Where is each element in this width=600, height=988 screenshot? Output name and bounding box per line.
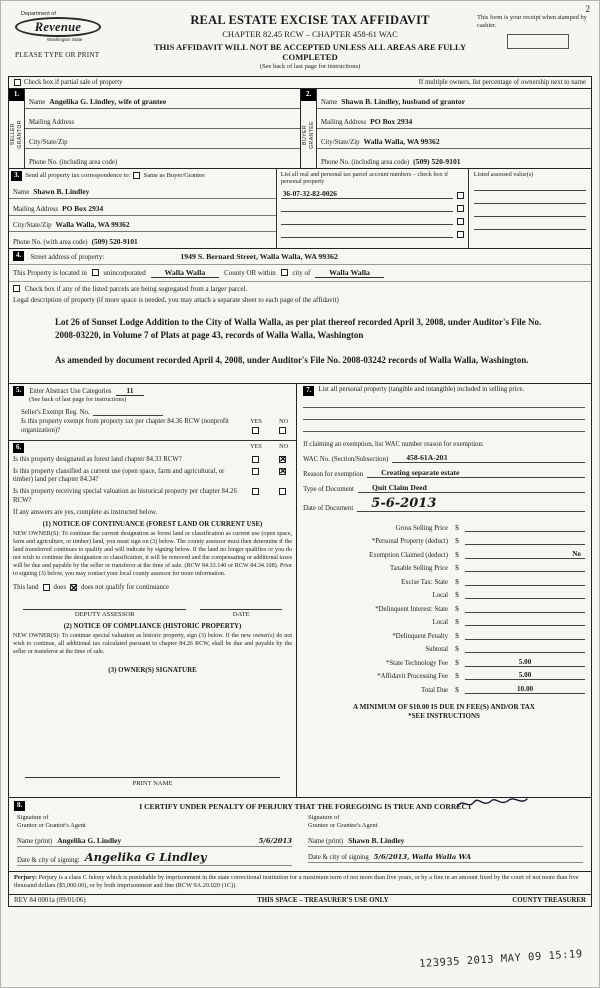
- no-header: NO: [279, 418, 289, 426]
- dollar-sign: $: [455, 644, 459, 654]
- yes-header: YES: [250, 418, 262, 426]
- this-land-label: This land: [13, 584, 39, 592]
- fee-value-line[interactable]: [465, 644, 585, 653]
- document-date-line[interactable]: [357, 497, 585, 512]
- grantee-date-city-row[interactable]: [308, 850, 583, 863]
- correspondence-mailing-field[interactable]: [9, 199, 276, 216]
- fee-row: [303, 613, 585, 627]
- cashier-stamp-box: [507, 34, 569, 49]
- form-title: REAL ESTATE EXCISE TAX AFFIDAVIT: [190, 13, 430, 27]
- correspondence-city-field[interactable]: [9, 216, 276, 233]
- revenue-logo: [15, 17, 101, 37]
- section-3-badge: 3.: [11, 171, 22, 181]
- section-2-badge: 2.: [301, 89, 316, 101]
- document-type-label: Type of Document: [303, 486, 354, 494]
- seller-word: SELLER: [10, 123, 17, 146]
- notice-1-body: NEW OWNER(S): To continue the current designation as forest land or classification as current use (open space, farm and agriculture, or timber) land, you must sign on (3) below. The county assessor must then determine if the land transferred continues to qualify and will indicate by signing below. If the land no longer qualifies or you do not wish to continue the designation or classification, it will be removed and the compensating or additional taxes will be due and payable by the seller or transferor at the time of sale. (RCW 84.33.140 or RCW 84.34.108). Prior to signing (3) below, you may contact your local county assessor for more information.: [13, 530, 293, 578]
- document-date-label: Date of Document: [303, 505, 354, 513]
- form-revision-number: REV 84 0001a (09/01/06): [14, 896, 86, 904]
- section-2-buyer-grantee: [300, 89, 591, 168]
- buyer-city-label: City/State/Zip: [321, 139, 360, 146]
- forest-land-question: Is this property designated as forest land chapter 84.33 RCW?: [13, 455, 182, 463]
- section-4-property-location: [9, 249, 591, 384]
- page-number: 2: [585, 4, 590, 14]
- perjury-label: Perjury:: [14, 873, 38, 881]
- section-4-badge: 4.: [13, 251, 24, 261]
- personal-property-header: [303, 386, 585, 396]
- dollar-sign: $: [455, 590, 459, 600]
- reason-value[interactable]: Creating separate estate: [367, 468, 585, 478]
- section-8-badge: 8.: [14, 801, 25, 811]
- parcel-number-value[interactable]: [281, 237, 453, 238]
- assessed-value-line[interactable]: [474, 191, 586, 204]
- grantee-signature-scribble: [455, 795, 529, 813]
- assessed-values-column: [469, 169, 591, 248]
- correspondence-name-value: Shawn B. Lindley: [33, 186, 90, 196]
- grantee-word: GRANTEE: [308, 120, 315, 149]
- grantor-agent-label: Grantor or Grantor's Agent: [17, 822, 86, 830]
- continuance-does-not-checkbox[interactable]: [70, 584, 77, 591]
- fee-value-line[interactable]: [465, 604, 585, 613]
- correspondence-name-field[interactable]: [9, 182, 276, 199]
- county-treasurer-label: COUNTY TREASURER: [512, 896, 586, 904]
- logo-block: [15, 11, 143, 70]
- fee-label: *Delinquent Penalty: [392, 632, 449, 640]
- dollar-sign: $: [455, 630, 459, 640]
- buyer-name-field[interactable]: [317, 89, 591, 109]
- buyer-name-value: Shawn B. Lindley, husband of grantor: [341, 97, 466, 106]
- personal-property-line[interactable]: [303, 420, 585, 432]
- fee-value-line[interactable]: [465, 590, 585, 599]
- signature-columns: [9, 812, 591, 871]
- forest-yes-checkbox[interactable]: [252, 456, 259, 463]
- personal-property-line[interactable]: [303, 396, 585, 408]
- fee-value-line[interactable]: [465, 563, 585, 572]
- unincorporated-checkbox[interactable]: [92, 269, 99, 276]
- grantor-date-handwritten: 5/6/2013: [258, 836, 292, 845]
- fee-label: *Personal Property (deduct): [371, 538, 449, 546]
- parcel-row: [281, 199, 464, 212]
- grantee-date-city-label: Date & city of signing: [308, 853, 369, 861]
- fee-label: Taxable Selling Price: [390, 565, 449, 573]
- see-back-note: (See back of last page for instructions): [259, 63, 361, 70]
- exempt-reg-row: [21, 408, 292, 416]
- county-value: Walla Walla: [151, 268, 220, 278]
- please-type-label: PLEASE TYPE OR PRINT: [15, 51, 100, 59]
- parcel-1-personal-checkbox[interactable]: [457, 192, 464, 199]
- left-column: [9, 384, 297, 797]
- buyer-phone-label: Phone No. (including area code): [321, 159, 410, 166]
- yes-header: YES: [250, 442, 262, 450]
- receipt-block: [477, 11, 589, 70]
- buyer-phone-field[interactable]: [317, 149, 591, 168]
- segregated-row: [9, 282, 591, 294]
- certify-statement: I CERTIFY UNDER PENALTY OF PERJURY THAT THE FOREGOING IS TRUE AND CORRECT: [139, 801, 473, 811]
- exempt-reg-line[interactable]: [93, 408, 163, 416]
- seller-city-label: City/State/Zip: [29, 139, 68, 146]
- nonprofit-no-checkbox[interactable]: [279, 427, 286, 434]
- grantor-name-label: Name (print): [17, 837, 53, 845]
- buyer-city-field[interactable]: [317, 129, 591, 149]
- personal-property-line[interactable]: [303, 408, 585, 420]
- located-in-row: [9, 265, 591, 282]
- grantee-name-row[interactable]: [308, 834, 583, 847]
- historic-yes-checkbox[interactable]: [252, 488, 259, 495]
- dollar-sign: $: [455, 563, 459, 573]
- print-name-line[interactable]: PRINT NAME: [25, 777, 280, 787]
- assessor-date-line[interactable]: DATE: [200, 609, 282, 618]
- legal-description-label: Legal description of property (if more space is needed, you may attach a separate sheet to each page of the affidavit): [13, 296, 339, 304]
- nonprofit-question-row: [13, 418, 292, 436]
- seller-fields: [25, 89, 300, 168]
- seller-vertical-label: [9, 101, 24, 168]
- dollar-sign: $: [455, 576, 459, 586]
- buyer-mailing-label: Mailing Address: [321, 119, 367, 126]
- grantor-name-value: Angelika G. Lindley: [57, 835, 122, 845]
- fee-row: [303, 545, 585, 559]
- perjury-statement: [9, 872, 591, 895]
- fee-value-line[interactable]: 10.00: [465, 685, 585, 694]
- logo-revenue-text: Revenue: [34, 19, 82, 34]
- fee-row: [303, 667, 585, 681]
- county-or-label: County OR within: [224, 269, 276, 277]
- grantee-signature-of-label: Signature of: [308, 814, 340, 822]
- parcel-2-personal-checkbox[interactable]: [457, 205, 464, 212]
- personal-property-label: List all personal property (tangible and intangible) included in selling price.: [318, 386, 525, 394]
- dollar-sign: $: [455, 671, 459, 681]
- legal-description-paragraph-2: As amended by document recorded April 4, 2008, under Auditor's File No. 2008-03242 records of Walla Walla, Washington.: [55, 355, 529, 366]
- section-6-land-classification: [9, 441, 296, 797]
- chapter-subtitle: CHAPTER 82.45 RCW – CHAPTER 458-61 WAC: [222, 29, 398, 39]
- seller-phone-field[interactable]: [25, 149, 300, 168]
- fee-row: [303, 626, 585, 640]
- buyer-mailing-field[interactable]: [317, 109, 591, 129]
- wac-label: WAC No. (Section/Subsection): [303, 456, 389, 464]
- does-not-label: does not qualify for continuance: [80, 584, 169, 592]
- seller-mailing-label: Mailing Address: [29, 119, 75, 126]
- abstract-use-label: Enter Abstract Use Categories: [29, 387, 112, 395]
- parcel-numbers-column: [277, 169, 469, 248]
- right-column: [297, 384, 591, 797]
- grantor-date-city-row[interactable]: [17, 850, 292, 866]
- cashier-date-stamp: 123935 2013 MAY 09 15:19: [419, 948, 584, 970]
- fee-value-line[interactable]: [465, 536, 585, 545]
- abstract-use-row: [13, 386, 292, 396]
- seller-city-field[interactable]: [25, 129, 300, 149]
- section-6-header: [13, 443, 292, 453]
- fee-label: Excise Tax: State: [401, 578, 449, 586]
- dollar-sign: $: [455, 617, 459, 627]
- section-5-badge: 5.: [13, 386, 24, 396]
- city-value: Walla Walla: [315, 268, 384, 278]
- parcel-number-value[interactable]: [281, 224, 453, 225]
- fee-label: *Affidavit Processing Fee: [377, 673, 449, 681]
- reason-label: Reason for exemption: [303, 471, 364, 479]
- grantee-signature-block: [300, 814, 591, 866]
- continuance-row: [13, 584, 292, 591]
- document-date-value: 5-6-2013: [371, 496, 437, 512]
- grantor-signature-handwritten: Angelika G Lindley: [84, 849, 207, 864]
- certify-row: [9, 798, 591, 812]
- see-back-note-2: (See back of last page for instructions): [29, 396, 127, 404]
- fee-row: [303, 532, 585, 546]
- grantor-signature-block: [9, 814, 300, 866]
- owners-signature-label: (3) OWNER(S) SIGNATURE: [108, 666, 197, 675]
- dollar-sign: $: [455, 549, 459, 559]
- parcel-number-value[interactable]: [281, 211, 453, 212]
- fee-row: [303, 559, 585, 573]
- dollar-sign: $: [455, 522, 459, 532]
- city-of-label: city of: [292, 269, 311, 277]
- historic-no-checkbox[interactable]: [279, 488, 286, 495]
- nonprofit-yn: [246, 418, 292, 436]
- same-as-buyer-label: Same as Buyer/Grantee: [143, 172, 205, 179]
- buyer-city-value: Walla Walla, WA 99362: [363, 137, 440, 146]
- grantor-date-city-label: Date & city of signing:: [17, 856, 80, 864]
- fee-value-line[interactable]: [465, 523, 585, 532]
- parcel-header: List all real and personal tax parcel account numbers – check box if personal property: [280, 171, 449, 186]
- notice-1-title: (1) NOTICE OF CONTINUANCE (FOREST LAND OR CURRENT USE): [42, 520, 263, 528]
- historic-question: Is this property receiving special valuation as historical property per chapter 84.26 RCW?: [13, 488, 237, 505]
- section-1-seller-grantor: [9, 89, 300, 168]
- deputy-assessor-signature-line[interactable]: DEPUTY ASSESSOR: [23, 609, 186, 618]
- partial-sale-label: Check box if partial sale of property: [24, 79, 123, 86]
- correspondence-header: [9, 169, 276, 182]
- city-checkbox[interactable]: [281, 269, 288, 276]
- correspondence-phone-label: Phone No. (with area code): [13, 239, 88, 246]
- minimum-due-note: A MINIMUM OF $10.00 IS DUE IN FEE(S) AND/OR TAX: [353, 702, 536, 711]
- multiple-owners-note: If multiple owners, list percentage of ownership next to name: [418, 79, 586, 86]
- form-footer: [9, 895, 591, 906]
- correspondence-mailing-value: PO Box 2934: [62, 203, 104, 213]
- title-block: [143, 11, 477, 70]
- grantor-signature-of-label: Signature of: [17, 814, 49, 822]
- no-header: NO: [279, 442, 289, 450]
- grantee-agent-label: Grantee or Grantee's Agent: [308, 822, 378, 830]
- fee-label: *Delinquent Interest: State: [375, 605, 449, 613]
- partial-sale-checkbox[interactable]: [14, 79, 21, 86]
- parties-section: [9, 89, 591, 169]
- segregated-checkbox[interactable]: [13, 285, 20, 292]
- section-5-abstract-use: [9, 384, 296, 441]
- document-type-row: [303, 483, 585, 493]
- dollar-sign: $: [455, 657, 459, 667]
- correspondence-name-label: Name: [13, 188, 30, 196]
- seller-mailing-field[interactable]: [25, 109, 300, 129]
- seller-side-column: [9, 89, 25, 168]
- send-to-label: Send all property tax correspondence to:: [25, 172, 131, 179]
- see-instructions-note: *SEE INSTRUCTIONS: [408, 711, 480, 720]
- correspondence-city-value: Walla Walla, WA 99362: [55, 220, 130, 230]
- seller-phone-label: Phone No. (including area code): [29, 159, 118, 166]
- current-use-no-checkbox[interactable]: [279, 468, 286, 475]
- perjury-text: Perjury is a class C felony which is punishable by imprisonment in the state correctional institution for a maximum term of not more than five years, or by a fine in an amount fixed by the court of not more than five thousand dollars ($5,000.00), or by both imprisonment and fine (RCW 9A.20.020 (1C)).: [14, 873, 579, 890]
- fee-row: [303, 653, 585, 667]
- warning-text: THIS AFFIDAVIT WILL NOT BE ACCEPTED UNLESS ALL AREAS ARE FULLY COMPLETED: [153, 42, 467, 62]
- parcel-number-value[interactable]: 36-07-32-82-0026: [281, 189, 453, 199]
- same-as-buyer-checkbox[interactable]: [133, 172, 140, 179]
- legal-description-paragraph-1: Lot 26 of Sunset Lodge Addition to the City of Walla Walla, as per plat thereof recorded April 3, 2008, under Auditor's File No. 2008-03220, in Volume 7 of Plats at page 43, records of Walla Walla, Washington: [55, 317, 542, 341]
- forest-no-checkbox[interactable]: [279, 456, 286, 463]
- assessed-value-line[interactable]: [474, 217, 586, 230]
- grantee-name-value: Shawn B. Lindley: [348, 835, 405, 845]
- section-7-personal-property: [297, 384, 591, 722]
- parcel-3-personal-checkbox[interactable]: [457, 218, 464, 225]
- grantor-word: GRANTOR: [16, 120, 23, 149]
- logo-state-text: Washington State: [47, 37, 83, 42]
- buyer-mailing-value: PO Box 2934: [370, 117, 413, 126]
- exempt-reg-label: Seller's Exempt Reg. No.: [21, 409, 90, 417]
- seller-name-label: Name: [29, 99, 46, 106]
- receipt-note: This form is your receipt when stamped by cashier.: [477, 14, 587, 29]
- dollar-sign: $: [455, 536, 459, 546]
- buyer-vertical-label: [301, 101, 316, 168]
- excise-tax-computation: [303, 518, 585, 694]
- section-1-badge: 1.: [9, 89, 24, 101]
- continuance-does-checkbox[interactable]: [43, 584, 50, 591]
- fee-row: [303, 640, 585, 654]
- current-use-question: Is this property classified as current use (open space, farm and agricultural, or timber) land per chapter 84.34?: [13, 467, 225, 484]
- wac-value[interactable]: 458-61A-203: [392, 453, 585, 463]
- segregated-label: Check box if any of the listed parcels are being segregated from a larger parcel.: [24, 285, 248, 293]
- buyer-phone-value: (509) 520-9101: [413, 157, 461, 166]
- assessed-value-line[interactable]: [474, 178, 586, 191]
- fee-row: [303, 518, 585, 532]
- fee-label: Local: [432, 592, 449, 600]
- parcel-4-personal-checkbox[interactable]: [457, 231, 464, 238]
- fee-label: Subtotal: [425, 646, 449, 654]
- fee-value-line[interactable]: 5.00: [465, 658, 585, 667]
- section-3-tax-correspondence: [9, 169, 591, 249]
- street-address-value: 1949 S. Bernard Street, Walla Walla, WA 99362: [180, 252, 338, 261]
- current-use-question-row: [13, 468, 292, 486]
- fee-value-line[interactable]: [465, 617, 585, 626]
- street-address-row: [9, 249, 591, 265]
- treasurer-space-label: THIS SPACE – TREASURER'S USE ONLY: [257, 896, 389, 904]
- form-body: [8, 76, 592, 907]
- document-date-row: [303, 497, 585, 512]
- fee-value-line[interactable]: [465, 631, 585, 640]
- seller-name-value: Angelika G. Lindley, wife of grantee: [49, 97, 167, 106]
- fee-row: [303, 680, 585, 694]
- notice-2-body: NEW OWNER(S): To continue special valuation as historic property, sign (3) below. If the new owner(s) do not wish to continue, all additional tax calculated pursuant to chapter 84.26 RCW, shall be due and payable by the seller or transferor at the time of sale.: [13, 633, 293, 656]
- notice-2-title: (2) NOTICE OF COMPLIANCE (HISTORIC PROPERTY): [63, 623, 242, 631]
- fee-value-line[interactable]: 5.00: [465, 671, 585, 680]
- section-6-badge: 6.: [13, 443, 24, 453]
- dollar-sign: $: [455, 603, 459, 613]
- unincorporated-label: unincorporated: [103, 269, 146, 277]
- logo-department-text: Department of: [21, 11, 56, 17]
- partial-sale-row: [9, 77, 591, 89]
- dollar-sign: $: [455, 684, 459, 694]
- correspondence-fields: [9, 169, 277, 248]
- fee-label: Total Due: [421, 686, 449, 694]
- street-address-label: Street address of property:: [30, 253, 105, 261]
- fee-row: [303, 599, 585, 613]
- section-8-certification: [9, 798, 591, 872]
- fee-label: Gross Selling Price: [395, 524, 449, 532]
- parcel-row: [281, 212, 464, 225]
- correspondence-phone-field[interactable]: [9, 232, 276, 248]
- nonprofit-yes-checkbox[interactable]: [252, 427, 259, 434]
- buyer-name-label: Name: [321, 99, 338, 106]
- section-7-badge: 7.: [303, 386, 314, 396]
- reason-row: [303, 468, 585, 478]
- fee-row: [303, 572, 585, 586]
- document-type-value[interactable]: Quit Claim Deed: [358, 483, 585, 493]
- fee-value-line[interactable]: [465, 577, 585, 586]
- form-header: [1, 1, 599, 74]
- located-in-label: This Property is located in: [13, 269, 87, 277]
- fee-label: Local: [432, 619, 449, 627]
- nonprofit-question: Is this property exempt from property tax per chapter 84.36 RCW (nonprofit organization)?: [21, 418, 229, 434]
- middle-columns: [9, 384, 591, 798]
- fee-label: Exemption Claimed (deduct): [369, 551, 449, 559]
- seller-name-field[interactable]: [25, 89, 300, 109]
- wac-row: [303, 453, 585, 463]
- parcel-row: [281, 225, 464, 238]
- grantor-name-row[interactable]: [17, 834, 292, 847]
- assessed-value-line[interactable]: [474, 204, 586, 217]
- historic-question-row: [13, 488, 292, 506]
- if-yes-note: If any answers are yes, complete as instructed below.: [13, 508, 158, 516]
- buyer-word: BUYER: [302, 124, 309, 145]
- does-label: does: [53, 584, 66, 592]
- assessed-values-header: Listed assessed value(s): [473, 171, 534, 178]
- abstract-use-value[interactable]: 11: [116, 386, 143, 396]
- correspondence-phone-value: (509) 520-9101: [91, 237, 138, 246]
- grantee-date-handwritten: 5/6/2013, Walla Walla WA: [373, 852, 472, 861]
- current-use-yes-checkbox[interactable]: [252, 468, 259, 475]
- correspondence-city-label: City/State/Zip: [13, 222, 52, 230]
- buyer-side-column: [301, 89, 317, 168]
- correspondence-mailing-label: Mailing Address: [13, 205, 59, 213]
- fee-row: [303, 586, 585, 600]
- claiming-exemption-note: If claiming an exemption, list WAC number reason for exemption:: [303, 441, 484, 449]
- parcel-row: [281, 186, 464, 199]
- grantee-name-label: Name (print): [308, 837, 344, 845]
- fee-label: *State Technology Fee: [386, 659, 449, 667]
- deputy-assessor-row: [23, 609, 282, 618]
- buyer-fields: [317, 89, 591, 168]
- fee-value-line[interactable]: No: [465, 550, 585, 559]
- forest-land-question-row: [13, 456, 292, 465]
